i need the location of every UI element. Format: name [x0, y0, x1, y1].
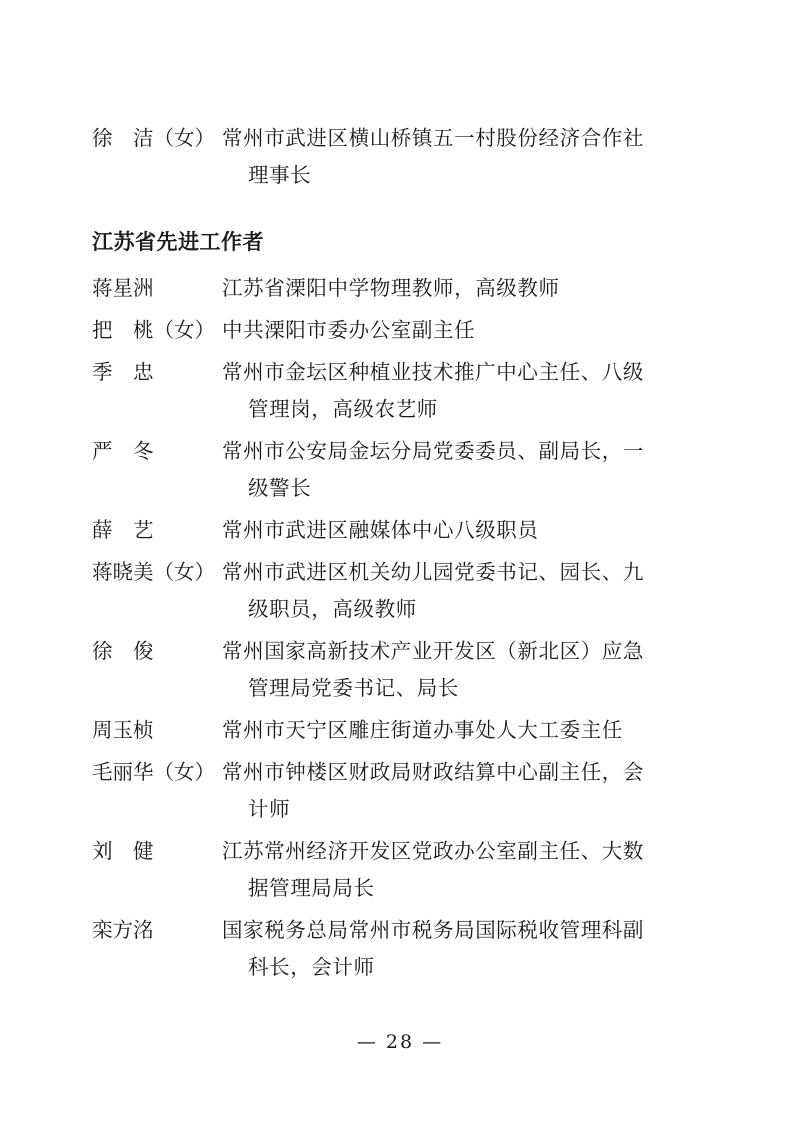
entry-desc-line: 江苏常州经济开发区党政办公室副主任、大数	[222, 839, 644, 863]
entry-name: 把 桃（女）	[92, 318, 215, 342]
entry-desc-line: 常州市武进区融媒体中心八级职员	[222, 518, 539, 542]
entry-desc-line: 管理局党委书记、局长	[248, 676, 459, 700]
entry-top	[92, 120, 708, 194]
entry-row	[92, 354, 708, 428]
entry-desc-line: 管理岗，高级农艺师	[248, 397, 438, 421]
entry-desc-line: 常州市武进区机关幼儿园党委书记、园长、九	[222, 560, 644, 584]
page-number-text: — 28 —	[356, 1031, 444, 1053]
entry-name: 季 忠	[92, 360, 154, 384]
entry-description	[222, 912, 708, 986]
page-number	[0, 1031, 800, 1053]
entry-description	[222, 120, 708, 194]
entry-row	[92, 754, 708, 828]
entry-description	[222, 354, 708, 428]
entry-name: 蒋星洲	[92, 276, 154, 300]
section-heading: 江苏省先进工作者	[92, 230, 264, 254]
entry-desc-line: 计师	[248, 797, 291, 821]
entry-description	[222, 633, 708, 707]
entry-description	[222, 312, 708, 349]
entry-row	[92, 712, 708, 749]
entry-name: 徐 洁（女）	[92, 126, 215, 150]
entry-name: 薛 艺	[92, 518, 154, 542]
entry-name: 徐 俊	[92, 639, 154, 663]
entry-name: 刘 健	[92, 839, 154, 863]
entry-description	[222, 433, 708, 507]
entry-row	[92, 833, 708, 907]
entry-desc-line: 常州市天宁区雕庄街道办事处人大工委主任	[222, 718, 623, 742]
entry-desc-line: 常州市钟楼区财政局财政结算中心副主任，会	[222, 760, 644, 784]
entry-row	[92, 270, 708, 307]
entry-name: 毛丽华（女）	[92, 760, 215, 784]
entry-row	[92, 912, 708, 986]
entry-name: 栾方洺	[92, 918, 154, 942]
entry-row	[92, 312, 708, 349]
entry-desc-line: 江苏省溧阳中学物理教师，高级教师	[222, 276, 560, 300]
entry-desc-line: 据管理局局长	[248, 876, 375, 900]
entry-row	[92, 554, 708, 628]
entry-description	[222, 270, 708, 307]
entry-desc-line: 国家税务总局常州市税务局国际税收管理科副	[222, 918, 644, 942]
entry-row	[92, 433, 708, 507]
entry-desc-line: 级警长	[248, 476, 312, 500]
entry-desc-line: 常州国家高新技术产业开发区（新北区）应急	[222, 639, 644, 663]
entry-desc-line: 级职员，高级教师	[248, 597, 417, 621]
entry-description	[222, 512, 708, 549]
entry-description	[222, 754, 708, 828]
entry-row	[92, 633, 708, 707]
entry-desc-line: 常州市金坛区种植业技术推广中心主任、八级	[222, 360, 644, 384]
entry-desc-line: 理事长	[248, 163, 312, 187]
entry-name: 周玉桢	[92, 718, 154, 742]
entry-description	[222, 554, 708, 628]
entry-description	[222, 833, 708, 907]
entry-desc-line: 常州市公安局金坛分局党委委员、副局长，一	[222, 439, 644, 463]
entry-row	[92, 512, 708, 549]
entry-desc-line: 科长，会计师	[248, 955, 375, 979]
entry-name: 严 冬	[92, 439, 154, 463]
entry-desc-line: 常州市武进区横山桥镇五一村股份经济合作社	[222, 126, 644, 150]
entry-description	[222, 712, 708, 749]
entry-desc-line: 中共溧阳市委办公室副主任	[222, 318, 476, 342]
entry-name: 蒋晓美（女）	[92, 560, 215, 584]
